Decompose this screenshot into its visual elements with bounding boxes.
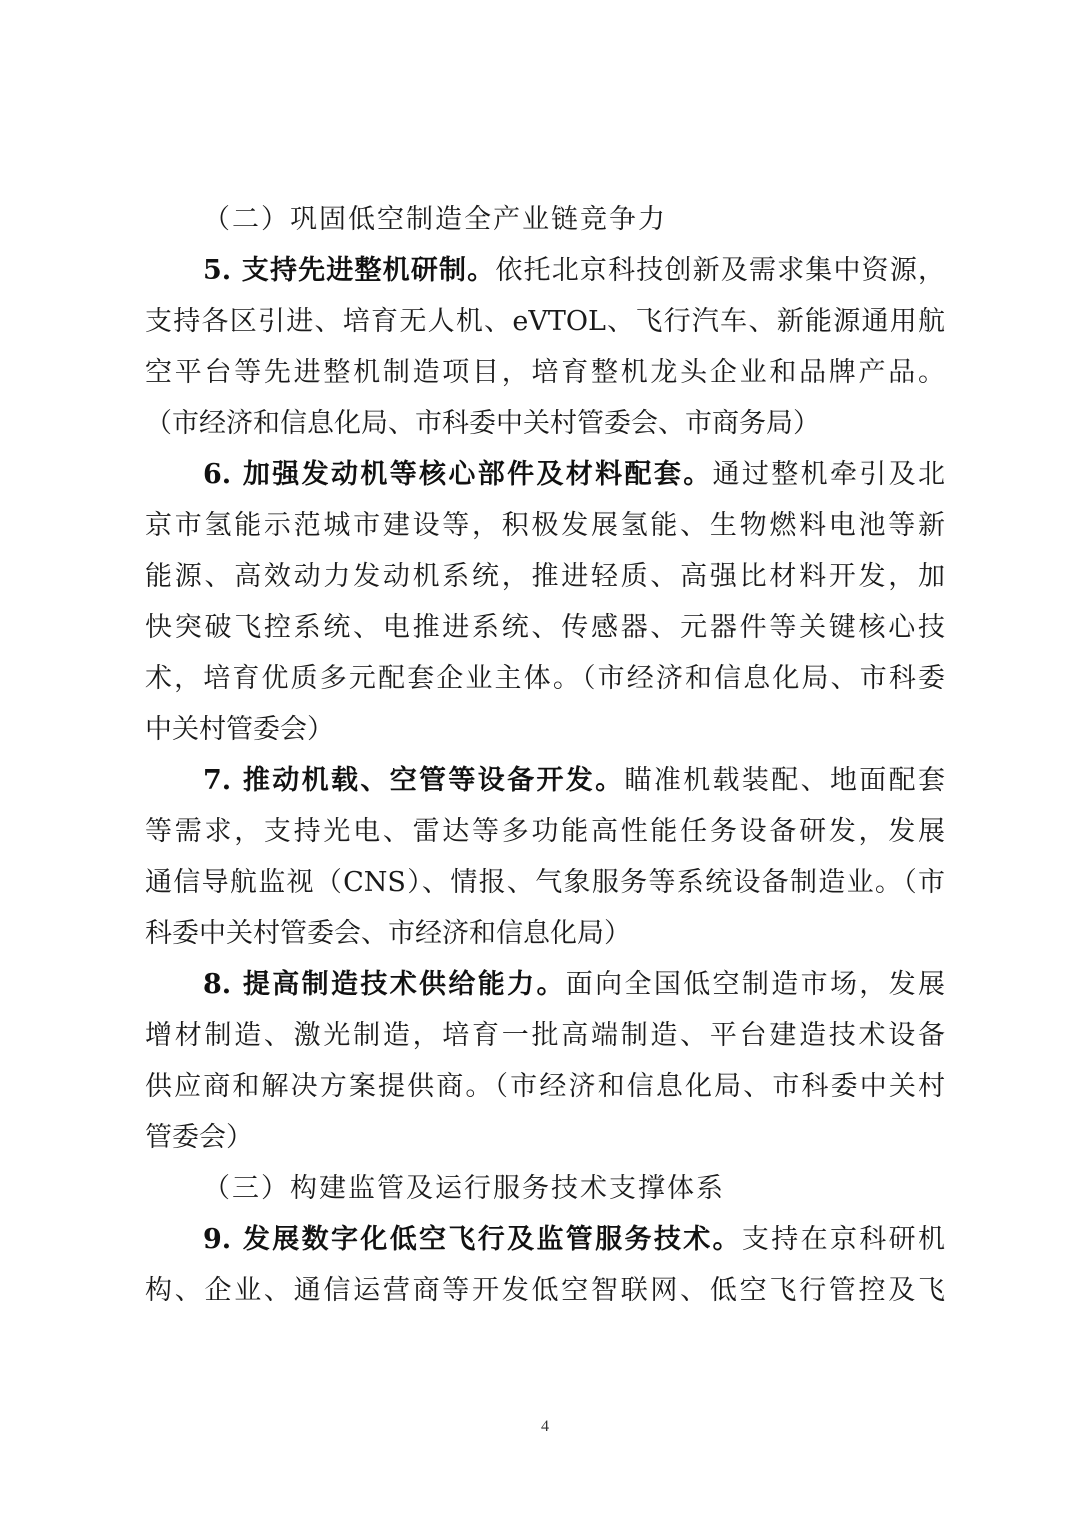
paragraph-line <box>145 908 945 959</box>
paragraph-line <box>145 1265 945 1316</box>
paragraph-text: 中关村管委会） <box>145 714 334 745</box>
paragraph-text: 通过整机牵引及北 <box>712 459 945 490</box>
paragraph-text: 等需求，支持光电、雷达等多功能高性能任务设备研发，发展 <box>145 816 945 847</box>
paragraph-text: 面向全国低空制造市场，发展 <box>565 969 945 1000</box>
paragraph-line <box>145 449 945 500</box>
paragraph-line <box>145 245 945 296</box>
paragraph-line <box>145 602 945 653</box>
paragraph-line <box>145 806 945 857</box>
paragraph-lead-title: 8. 提高制造技术供给能力。 <box>203 969 566 1000</box>
paragraph-lead-title: 6. 加强发动机等核心部件及材料配套。 <box>203 459 713 490</box>
numbered-paragraph <box>145 755 945 959</box>
page-number: 4 <box>541 1418 549 1435</box>
paragraph-text: （市经济和信息化局、市科委中关村管委会、市商务局） <box>145 408 820 439</box>
numbered-paragraph <box>145 959 945 1163</box>
document-body <box>145 194 945 1316</box>
paragraph-line <box>145 551 945 602</box>
paragraph-text: 增材制造、激光制造，培育一批高端制造、平台建造技术设备 <box>145 1020 945 1051</box>
paragraph-text: 科委中关村管委会、市经济和信息化局） <box>145 918 631 949</box>
paragraph-text: 构、企业、通信运营商等开发低空智联网、低空飞行管控及飞 <box>145 1275 945 1306</box>
numbered-paragraph <box>145 449 945 755</box>
paragraph-text: 管委会） <box>145 1122 253 1153</box>
paragraph-line <box>145 1061 945 1112</box>
section-heading: （二）巩固低空制造全产业链竞争力 <box>203 204 667 235</box>
paragraph-line <box>145 653 945 704</box>
paragraph-line <box>145 500 945 551</box>
numbered-paragraph <box>145 245 945 449</box>
paragraph-text: 能源、高效动力发动机系统，推进轻质、高强比材料开发，加 <box>145 561 945 592</box>
paragraph-line <box>145 1112 945 1163</box>
paragraph-text: 京市氢能示范城市建设等，积极发展氢能、生物燃料电池等新 <box>145 510 945 541</box>
paragraph-text: 依托北京科技创新及需求集中资源， <box>495 255 946 286</box>
paragraph-line <box>145 755 945 806</box>
paragraph-lead-title: 5. 支持先进整机研制。 <box>203 255 496 286</box>
paragraph-text: 术，培育优质多元配套企业主体。（市经济和信息化局、市科委 <box>145 663 945 694</box>
paragraph-line <box>145 857 945 908</box>
paragraph-text: 支持在京科研机 <box>741 1224 945 1255</box>
paragraph-lead-title: 7. 推动机载、空管等设备开发。 <box>203 765 625 796</box>
paragraph-line <box>145 398 945 449</box>
paragraph-lead-title: 9. 发展数字化低空飞行及监管服务技术。 <box>203 1224 742 1255</box>
paragraph-line <box>145 347 945 398</box>
paragraph-text: 通信导航监视（CNS）、情报、气象服务等系统设备制造业。（市 <box>145 867 945 898</box>
paragraph-line <box>145 296 945 347</box>
section-heading: （三）构建监管及运行服务技术支撑体系 <box>203 1173 725 1204</box>
paragraph-text: 供应商和解决方案提供商。（市经济和信息化局、市科委中关村 <box>145 1071 945 1102</box>
paragraph-text: 空平台等先进整机制造项目，培育整机龙头企业和品牌产品。 <box>145 357 945 388</box>
paragraph-text: 支持各区引进、培育无人机、eVTOL、飞行汽车、新能源通用航 <box>145 306 945 337</box>
paragraph-text: 快突破飞控系统、电推进系统、传感器、元器件等关键核心技 <box>145 612 945 643</box>
paragraph-text: 瞄准机载装配、地面配套 <box>624 765 946 796</box>
numbered-paragraph <box>145 1214 945 1316</box>
paragraph-line <box>145 1010 945 1061</box>
paragraph-line <box>145 959 945 1010</box>
paragraph-line <box>145 1214 945 1265</box>
paragraph-line <box>145 704 945 755</box>
